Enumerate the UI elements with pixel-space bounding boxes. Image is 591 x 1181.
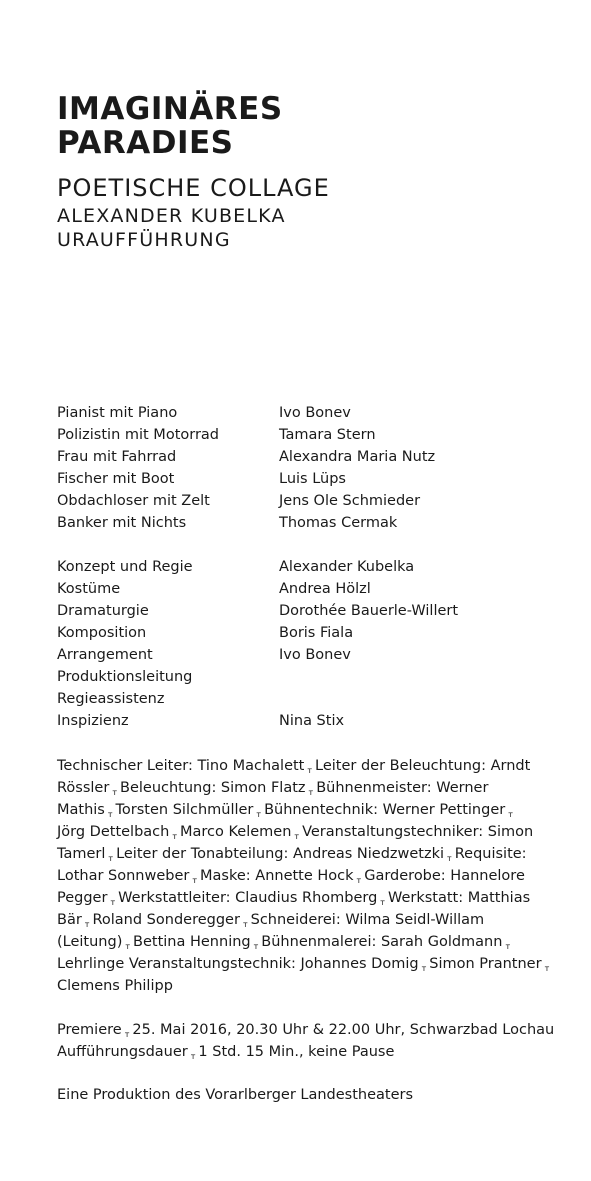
cast-row [57, 512, 537, 534]
separator-mark: т [421, 964, 427, 973]
spacer [57, 534, 537, 556]
technical-line [57, 777, 537, 799]
role-label: Arrangement [57, 647, 153, 663]
text-segment: Beleuchtung: Simon Flatz [120, 780, 306, 796]
separator-mark: т [112, 788, 117, 797]
technical-line [57, 843, 537, 865]
text-segment: Schneiderei: Wilma Seidl-Willam [250, 912, 485, 928]
subtitle-block [57, 204, 286, 252]
text-segment: Bär [57, 912, 82, 928]
separator-mark: т [124, 1030, 130, 1039]
premiere-line [57, 1041, 557, 1063]
text-segment: Roland Sonderegger [92, 912, 240, 928]
role-label: Polizistin mit Motorrad [57, 427, 220, 443]
crew-row [57, 710, 537, 732]
technical-line [57, 821, 537, 843]
text-segment: Lehrlinge Veranstaltungstechnik: Johannes Domig [57, 956, 419, 972]
text-segment: Garderobe: Hannelore [364, 868, 525, 884]
crew-row [57, 644, 537, 666]
crew-row [57, 622, 537, 644]
role-label: Fischer mit Boot [57, 471, 175, 487]
separator-mark: т [253, 942, 259, 951]
person-name: Ivo Bonev [279, 647, 351, 663]
role-label: Konzept und Regie [57, 559, 193, 575]
production-note: Eine Produktion des Vorarlberger Landestheaters [57, 1087, 414, 1103]
text-segment: 1 Std. 15 Min., keine Pause [198, 1044, 395, 1060]
person-name: Nina Stix [279, 713, 345, 729]
separator-mark: т [307, 766, 313, 775]
separator-mark: т [190, 1052, 196, 1061]
text-segment: 25. Mai 2016, 20.30 Uhr & 22.00 Uhr, Schwarzbad Lochau [132, 1022, 555, 1038]
premiere-line [57, 1019, 557, 1041]
separator-mark: т [356, 876, 362, 885]
person-name: Ivo Bonev [279, 405, 351, 421]
text-segment: Leiter der Tonabteilung: Andreas Niedzwetzki [116, 846, 445, 862]
technical-line [57, 931, 537, 953]
technical-line [57, 953, 550, 975]
role-label: Dramaturgie [57, 603, 149, 619]
text-segment: (Leitung) [57, 934, 123, 950]
text-segment: Premiere [57, 1022, 122, 1038]
premiere-info [57, 1019, 557, 1063]
cast-row [57, 446, 537, 468]
premiere-label: URAUFFÜHRUNG [57, 229, 231, 251]
role-label: Kostüme [57, 581, 121, 597]
subtitle: POETISCHE COLLAGE [57, 174, 330, 202]
text-segment: Werkstattleiter: Claudius Rhomberg [118, 890, 378, 906]
text-segment: Veranstaltungstechniker: Simon [302, 824, 534, 840]
separator-mark: т [110, 898, 116, 907]
crew-list [57, 556, 537, 732]
separator-mark: т [192, 876, 198, 885]
person-name: Jens Ole Schmieder [279, 493, 421, 509]
person-name: Tamara Stern [279, 427, 376, 443]
role-label: Pianist mit Piano [57, 405, 178, 421]
role-label: Regieassistenz [57, 691, 165, 707]
separator-mark: т [544, 964, 550, 973]
separator-mark: т [447, 854, 452, 863]
role-label: Frau mit Fahrrad [57, 449, 177, 465]
separator-mark: т [308, 788, 314, 797]
text-segment: Bühnenmeister: Werner [316, 780, 489, 796]
separator-mark: т [508, 810, 513, 819]
author: ALEXANDER KUBELKA [57, 205, 286, 227]
crew-row [57, 578, 537, 600]
role-label: Komposition [57, 625, 147, 641]
text-segment: Rössler [57, 780, 110, 796]
text-segment: Mathis [57, 802, 105, 818]
title-line-1: IMAGINÄRES [57, 91, 283, 127]
text-segment: Requisite: [454, 846, 527, 862]
cast-list [57, 402, 537, 534]
technical-line [57, 799, 537, 821]
cast-row [57, 402, 537, 424]
text-segment: Leiter der Beleuchtung: Arndt [315, 758, 531, 774]
crew-row [57, 688, 537, 710]
cast-row [57, 424, 537, 446]
text-segment: Bühnenmalerei: Sarah Goldmann [261, 934, 503, 950]
technical-line [57, 865, 537, 887]
person-name: Alexander Kubelka [279, 559, 415, 575]
separator-mark: т [505, 942, 511, 951]
technical-line [57, 909, 537, 931]
crew-row [57, 600, 537, 622]
text-segment: Bühnentechnik: Werner Pettinger [264, 802, 506, 818]
text-segment: Maske: Annette Hock [200, 868, 354, 884]
text-segment: Marco Kelemen [180, 824, 292, 840]
separator-mark: т [84, 920, 90, 929]
crew-row [57, 556, 537, 578]
separator-mark: т [108, 854, 114, 863]
role-label: Banker mit Nichts [57, 515, 187, 531]
role-label: Produktionsleitung [57, 669, 193, 685]
credits-list [57, 402, 537, 732]
role-label: Obdachloser mit Zelt [57, 493, 210, 509]
text-segment: Clemens Philipp [57, 978, 173, 994]
text-segment: Torsten Silchmüller [115, 802, 254, 818]
separator-mark: т [242, 920, 248, 929]
text-segment: Simon Prantner [429, 956, 542, 972]
text-segment: Lothar Sonnweber [57, 868, 190, 884]
cast-row [57, 468, 537, 490]
technical-staff [57, 755, 550, 997]
crew-row [57, 666, 537, 688]
text-segment: Tamerl [57, 846, 106, 862]
separator-mark: т [125, 942, 131, 951]
text-segment: Werkstatt: Matthias [387, 890, 531, 906]
role-label: Inspizienz [57, 713, 129, 729]
separator-mark: т [380, 898, 385, 907]
page-title [57, 92, 283, 160]
person-name: Thomas Cermak [279, 515, 398, 531]
text-segment: Technischer Leiter: Tino Machalett [57, 758, 305, 774]
technical-line [57, 887, 537, 909]
separator-mark: т [107, 810, 113, 819]
technical-line [57, 755, 537, 777]
text-segment: Pegger [57, 890, 108, 906]
text-segment: Jörg Dettelbach [57, 824, 170, 840]
technical-line [57, 975, 537, 997]
person-name: Alexandra Maria Nutz [279, 449, 436, 465]
person-name: Andrea Hölzl [279, 581, 371, 597]
person-name: Dorothée Bauerle-Willert [279, 603, 459, 619]
text-segment: Bettina Henning [133, 934, 251, 950]
separator-mark: т [256, 810, 262, 819]
separator-mark: т [172, 832, 177, 841]
person-name: Luis Lüps [279, 471, 346, 487]
text-segment: Aufführungsdauer [57, 1044, 188, 1060]
cast-row [57, 490, 537, 512]
separator-mark: т [294, 832, 300, 841]
person-name: Boris Fiala [279, 625, 354, 641]
title-line-2: PARADIES [57, 125, 234, 161]
